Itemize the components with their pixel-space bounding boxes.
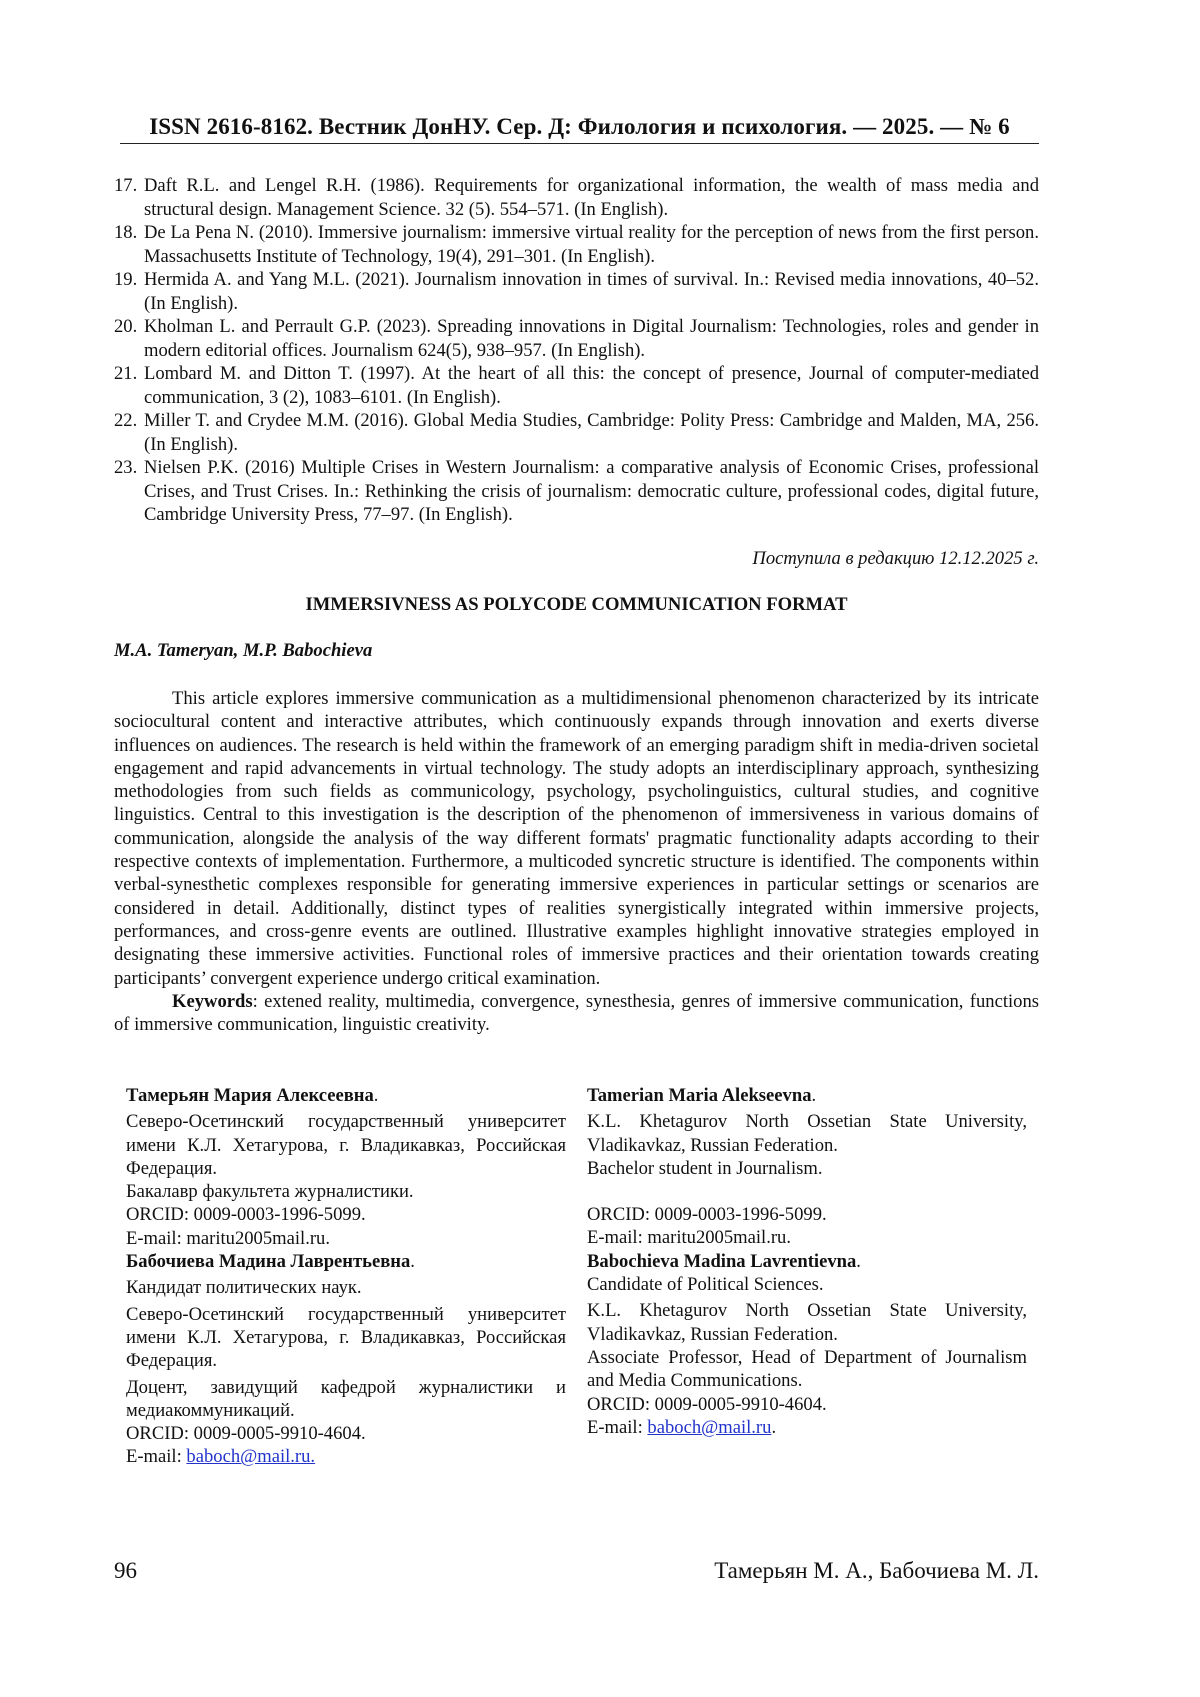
reference-text: Hermida A. and Yang M.L. (2021). Journalism innovation in times of survival. In.: Revised media innovations, 40–52. (In English). — [144, 269, 1039, 314]
author-affiliation: Северо-Осетинский государственный университет имени К.Л. Хетагурова, г. Владикавказ, Российская Федерация. — [126, 1303, 566, 1372]
author-affiliation: K.L. Khetagurov North Ossetian State University, Vladikavkaz, Russian Federation. — [587, 1300, 1027, 1345]
keywords-paragraph — [114, 990, 1039, 1037]
author-name: Babochieva Madina Lavrentievna — [587, 1250, 857, 1272]
author-orcid: ORCID: 0009-0005-9910-4604. — [587, 1393, 827, 1415]
email-label: E-mail: — [126, 1227, 187, 1249]
email-label: E-mail: — [587, 1227, 648, 1249]
reference-item — [114, 362, 1039, 409]
reference-number: 18. — [114, 222, 138, 243]
author-email-line: E-mail: baboch@mail.ru. — [587, 1416, 777, 1438]
author-orcid: ORCID: 0009-0005-9910-4604. — [126, 1423, 366, 1445]
reference-item — [114, 315, 1039, 362]
author-name-line: Тамерьян Мария Алексеевна. — [126, 1085, 379, 1106]
reference-text: Miller T. and Crydee M.M. (2016). Global Media Studies, Cambridge: Polity Press: Cambridge and Malden, MA, 256. (In English). — [144, 410, 1039, 455]
author-degree: Candidate of Political Sciences. — [587, 1274, 824, 1296]
reference-item — [114, 409, 1039, 456]
reference-number: 23. — [114, 457, 138, 478]
author-degree: Кандидат политических наук. — [126, 1277, 362, 1299]
reference-text: Nielsen P.K. (2016) Multiple Crises in Western Journalism: a comparative analysis of Economic Crises, professional Crises, and Trust Crises. In.: Rethinking the crisis of journalism: democratic culture, professional codes, digital future, Cambridge University Press, 77–97. (In English). — [144, 457, 1039, 525]
author-position: Бакалавр факультета журналистики. — [126, 1181, 414, 1203]
author-name-line: Бабочиева Мадина Лаврентьевна. — [126, 1251, 415, 1273]
reference-text: Kholman L. and Perrault G.P. (2023). Spreading innovations in Digital Journalism: Technologies, roles and gender in modern editorial offices. Journalism 624(5), 938–957. (In English). — [144, 316, 1039, 361]
abstract-text: This article explores immersive communication as a multidimensional phenomenon characterized by its intricate sociocultural content and interactive attributes, which continuously expands through innovation and exerts diverse influences on audiences. The research is held within the framework of an emerging paradigm shift in media-driven societal engagement and rapid advancements in virtual technology. The study adopts an interdisciplinary approach, synthesizing methodologies from such fields as communicology, psychology, psycholinguistics, cultural studies, and cognitive linguistics. Central to this investigation is the description of the phenomenon of immersiveness in various domains of communication, alongside the analysis of the way different formats' pragmatic functionality adapts according to their respective contexts of implementation. Furthermore, a multicoded syncretic structure is identified. The components within verbal-synesthetic complexes responsible for generating immersive experiences in particular settings or scenarios are considered in detail. Additionally, distinct types of realities synergistically integrated within immersive projects, performances, and cross-genre events are outlined. Illustrative examples highlight innovative strategies employed in designating these immersive activities. Functional roles of immersive practices and their orientation towards creating participants’ convergent experience undergo critical examination. — [114, 688, 1039, 989]
author-info-ru — [126, 1084, 566, 1469]
reference-item — [114, 456, 1039, 527]
reference-number: 20. — [114, 316, 138, 337]
reference-number: 22. — [114, 410, 138, 431]
article-title: IMMERSIVNESS AS POLYCODE COMMUNICATION FORMAT — [305, 594, 848, 615]
author-affiliation: K.L. Khetagurov North Ossetian State University, Vladikavkaz, Russian Federation. — [587, 1111, 1027, 1156]
email-label: E-mail: — [587, 1416, 648, 1438]
author-position: Bachelor student in Journalism. — [587, 1157, 823, 1179]
abstract-section — [114, 687, 1039, 1036]
author-name-line: Babochieva Madina Lavrentievna. — [587, 1250, 861, 1272]
author-email: maritu2005mail.ru. — [186, 1227, 330, 1249]
page-number: 96 — [114, 1558, 137, 1583]
reference-list — [114, 174, 1039, 527]
received-date: Поступила в редакцию 12.12.2025 г. — [752, 548, 1039, 569]
author-email-line — [126, 1227, 566, 1250]
author-email-line — [126, 1445, 566, 1468]
reference-text: De La Pena N. (2010). Immersive journalism: immersive virtual reality for the perception of news from the first person. Massachusetts Institute of Technology, 19(4), 291–301. (In English). — [144, 222, 1039, 267]
author-name: Тамерьян Мария Алексеевна — [126, 1085, 374, 1106]
author-email-link[interactable]: baboch@mail.ru. — [186, 1446, 316, 1468]
author-email-link[interactable]: baboch@mail.ru — [647, 1416, 772, 1438]
reference-number: 19. — [114, 269, 138, 290]
reference-item — [114, 174, 1039, 221]
reference-number: 21. — [114, 363, 138, 384]
keywords-label: Keywords — [172, 990, 253, 1012]
running-title: Тамерьян М. А., Бабочиева М. Л. — [714, 1558, 1039, 1583]
author-position: Доцент, завидущий кафедрой журналистики и медиакоммуникаций. — [126, 1376, 566, 1421]
reference-number: 17. — [114, 175, 138, 196]
author-position: Associate Professor, Head of Department of Journalism and Media Communications. — [587, 1346, 1027, 1392]
author-email: maritu2005mail.ru. — [647, 1227, 791, 1249]
author-name: Tamerian Maria Alekseevna — [587, 1085, 812, 1106]
author-affiliation: Северо-Осетинский государственный университет имени К.Л. Хетагурова, г. Владикавказ, Российская Федерация. — [126, 1111, 566, 1179]
author-orcid: ORCID: 0009-0003-1996-5099. — [126, 1204, 366, 1226]
author-info-en — [587, 1084, 1027, 1439]
journal-header: ISSN 2616-8162. Вестник ДонНУ. Сер. Д: Филология и психология. — 2025. — № 6 — [120, 114, 1039, 144]
author-orcid: ORCID: 0009-0003-1996-5099. — [587, 1204, 827, 1226]
reference-text: Lombard M. and Ditton T. (1997). At the heart of all this: the concept of presence, Journal of computer-mediated communication, 3 (2), 1083–6101. (In English). — [144, 363, 1039, 408]
reference-text: Daft R.L. and Lengel R.H. (1986). Requirements for organizational information, the wealth of mass media and structural design. Management Science. 32 (5). 554–571. (In English). — [144, 175, 1039, 220]
email-label: E-mail: — [126, 1446, 187, 1468]
author-name: Бабочиева Мадина Лаврентьевна — [126, 1251, 411, 1273]
reference-item — [114, 221, 1039, 268]
keywords-text: : extened reality, multimedia, convergence, synesthesia, genres of immersive communication, functions of immersive communication, linguistic creativity. — [114, 990, 1039, 1036]
reference-item — [114, 268, 1039, 315]
author-name-line: Tamerian Maria Alekseevna. — [587, 1085, 817, 1106]
article-authors: M.A. Tameryan, M.P. Babochieva — [114, 640, 373, 661]
author-email-line — [587, 1226, 1027, 1249]
